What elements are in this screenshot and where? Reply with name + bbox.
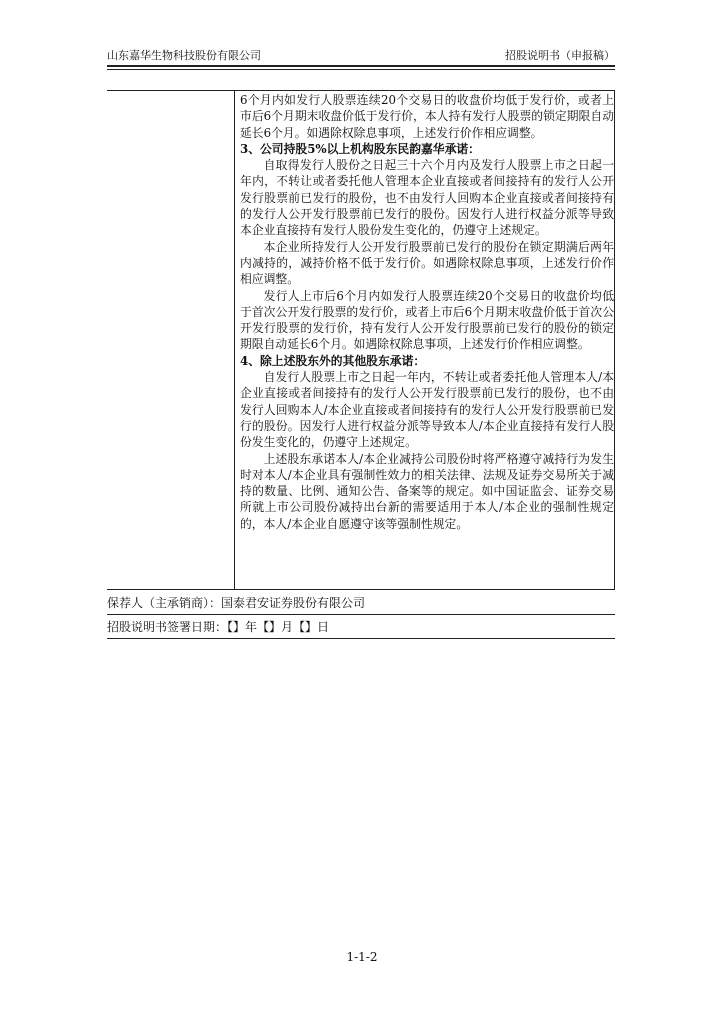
paragraph-lockup-extension: 6个月内如发行人股票连续20个交易日的收盘价均低于发行价，或者上市后6个月期末收盘价低于发行价，本人持有发行人股票的锁定期限自动延长6个月。如遇除权除息事项，上述发行价作相应调整。 [240, 93, 614, 140]
paragraph-other-regulations: 上述股东承诺本人/本企业减持公司股份时将严格遵守减持行为发生时对本人/本企业具有强制性效力的相关法律、法规及证券交易所关于减持的数量、比例、通知公告、备案等的规定。如中国证监会、证券交易所就上市公司股份减持出台新的需要适用于本人/本企业的强制性规定的，本人/本企业自愿遵守该等强制性规定。 [240, 451, 614, 531]
header-doc-type: 招股说明书（申报稿） [505, 49, 615, 62]
page-number: 1-1-2 [346, 950, 378, 964]
signing-date-row [107, 617, 615, 639]
header-rule-thin [107, 69, 615, 70]
heading-other-shareholders: 4、除上述股东外的其他股东承诺： [240, 353, 426, 368]
sponsor-text: 保荐人（主承销商）：国泰君安证券股份有限公司 [107, 596, 366, 610]
table-column-divider [234, 90, 235, 590]
paragraph-institutional-lockup: 自取得发行人股份之日起三十六个月内及发行人股票上市之日起一年内，不转让或者委托他人管理本企业直接或者间接持有的发行人公开发行股票前已发行的股份，也不由发行人回购本企业直接或者间接持有的发行人公开发行股票前已发行的股份。因发行人进行权益分派等导致本企业直接持有发行人股份发生变化的，仍遵守上述规定。 [240, 158, 614, 238]
page-header [107, 48, 615, 64]
header-rule-thick [107, 65, 615, 67]
commitment-content [240, 92, 614, 532]
header-company: 山东嘉华生物科技股份有限公司 [107, 49, 261, 62]
paragraph-institutional-extension: 发行人上市后6个月内如发行人股票连续20个交易日的收盘价均低于首次公开发行股票的发行价，或者上市后6个月期末收盘价低于首次公开发行股票的发行价，持有发行人公开发行股票前已发行的股份的锁定期限自动延长6个月。如遇除权除息事项，上述发行价作相应调整。 [240, 288, 614, 352]
signing-date-text: 招股说明书签署日期：【】年【】月【】日 [107, 620, 330, 634]
paragraph-institutional-reduction: 本企业所持发行人公开发行股票前已发行的股份在锁定期满后两年内减持的，减持价格不低于发行价。如遇除权除息事项，上述发行价作相应调整。 [240, 239, 614, 287]
paragraph-other-lockup: 自发行人股票上市之日起一年内，不转让或者委托他人管理本人/本企业直接或者间接持有的发行人公开发行股票前已发行的股份，也不由发行人回购本人/本企业直接或者间接持有的发行人公开发行股票前已发行的股份。因发行人进行权益分派等导致本人/本企业直接持有发行人股份发生变化的，仍遵守上述规定。 [240, 370, 614, 450]
sponsor-row [107, 593, 615, 615]
heading-institutional-shareholder: 3、公司持股5%以上机构股东民韵嘉华承诺： [240, 141, 480, 156]
